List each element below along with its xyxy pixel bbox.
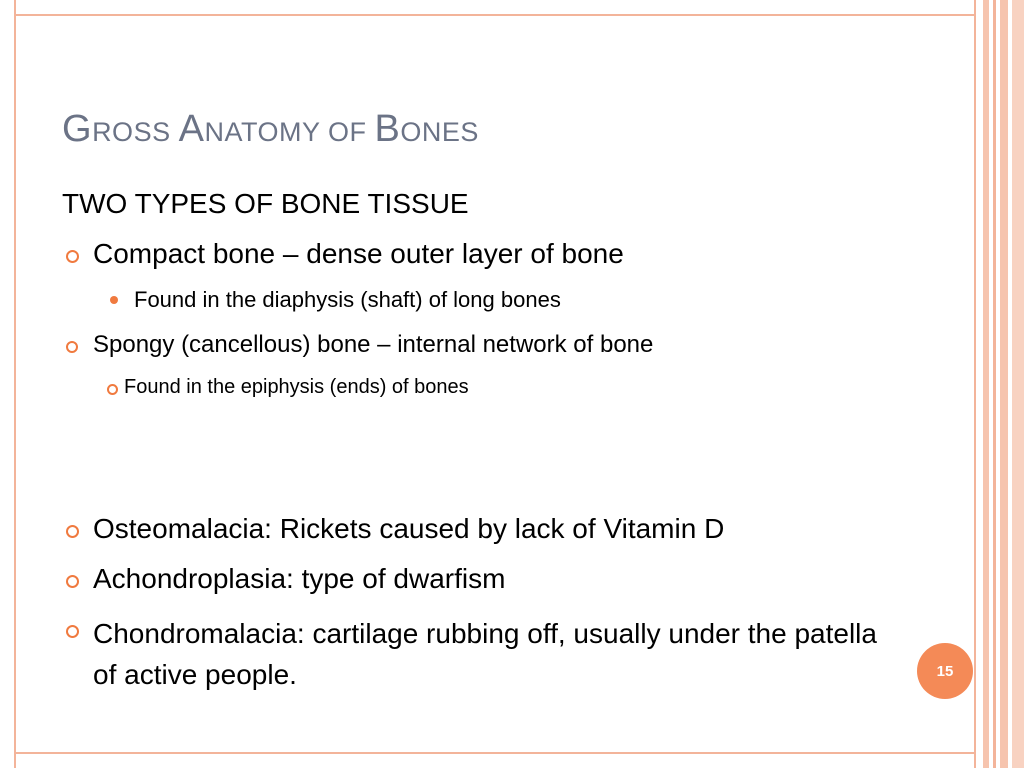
circle-bullet-icon <box>66 250 79 263</box>
sub-bullet-text: Found in the epiphysis (ends) of bones <box>124 376 469 398</box>
right-stripe <box>974 0 976 768</box>
right-stripe <box>1000 0 1008 768</box>
slide-title <box>62 108 479 151</box>
sub-bullet-text: Found in the diaphysis (shaft) of long bones <box>134 287 561 312</box>
top-border-line <box>14 14 974 16</box>
circle-bullet-icon <box>66 341 78 353</box>
circle-bullet-icon <box>66 525 79 538</box>
bullet-text: Compact bone – dense outer layer of bone <box>93 238 624 269</box>
left-border-line <box>14 0 16 768</box>
dot-bullet-icon <box>110 296 118 304</box>
bullet-text: Spongy (cancellous) bone – internal network of bone <box>93 331 654 358</box>
bullet-text: Osteomalacia: Rickets caused by lack of Vitamin D <box>93 513 725 544</box>
title-smallcaps: ONES <box>400 117 479 147</box>
right-stripe <box>993 0 996 768</box>
title-initial: G <box>62 108 93 150</box>
bottom-border-line <box>14 752 974 754</box>
section-heading: TWO TYPES OF BONE TISSUE <box>62 188 469 219</box>
title-smallcaps: ROSS <box>92 117 179 147</box>
title-smallcaps: NATOMY OF <box>204 117 375 147</box>
circle-bullet-icon <box>66 575 79 588</box>
right-stripe <box>1012 0 1024 768</box>
circle-bullet-icon <box>107 384 118 395</box>
right-stripe <box>983 0 989 768</box>
circle-bullet-icon <box>66 625 79 638</box>
bullet-text: Achondroplasia: type of dwarfism <box>93 563 506 594</box>
bullet-text: Chondromalacia: cartilage rubbing off, usually under the patella of active people. <box>93 618 877 690</box>
page-number-badge: 15 <box>917 643 973 699</box>
title-initial: A <box>178 108 205 150</box>
title-initial: B <box>374 108 401 150</box>
